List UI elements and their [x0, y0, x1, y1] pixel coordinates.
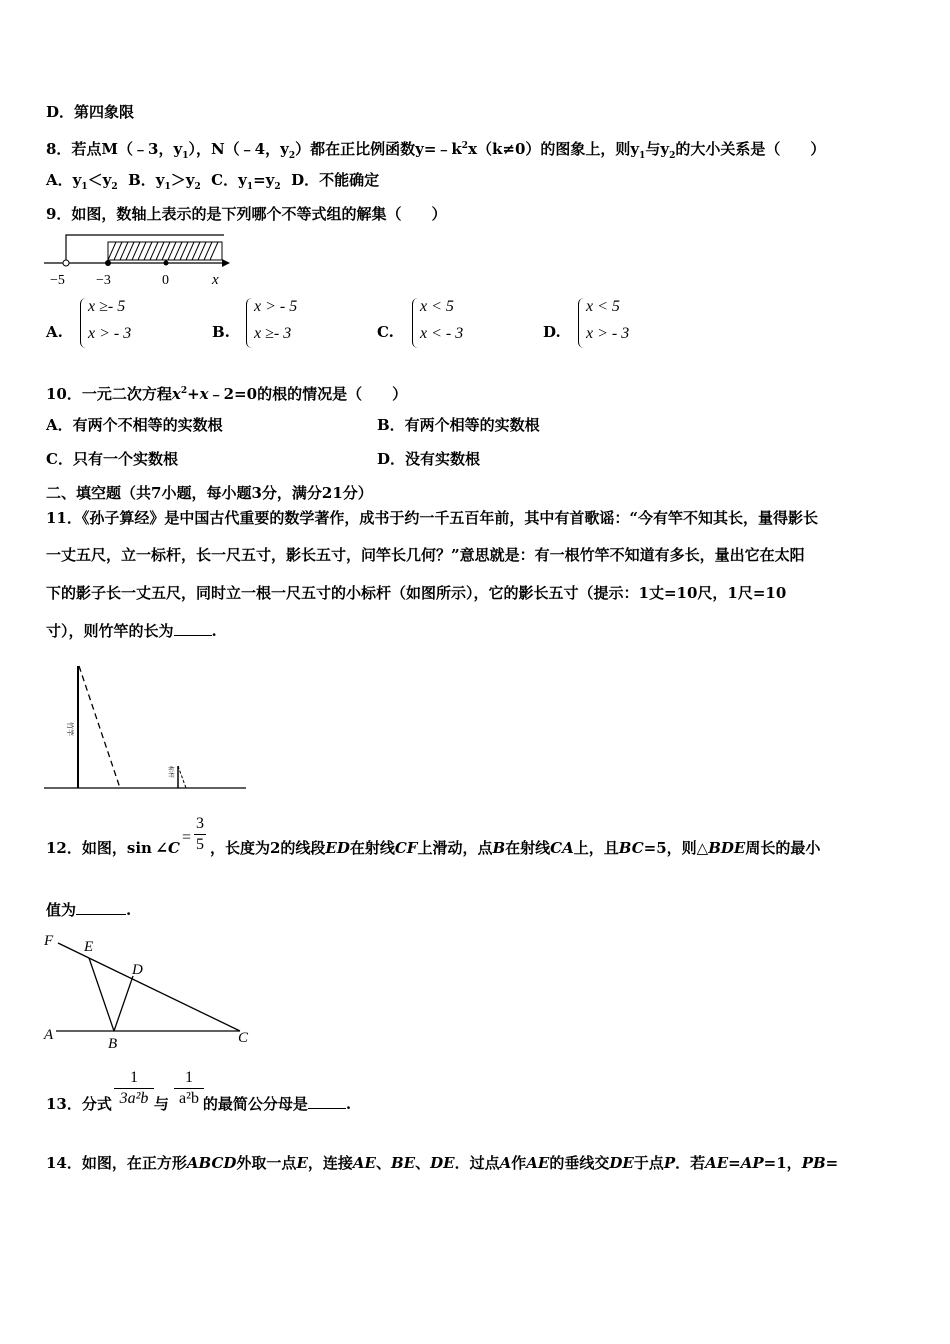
q11-bamboo-shadow-ray	[79, 666, 120, 788]
q12-eq: =	[182, 829, 192, 846]
q14-a: A	[499, 1154, 512, 1172]
q9-option-d-row1: x < 5	[586, 298, 620, 315]
q12-stem-h: 周长的最小	[745, 839, 821, 857]
q8-stem-d: x（k≠0）的图象上，则y	[468, 140, 640, 158]
q11-answer-blank	[174, 621, 212, 636]
q9-option-d-row2: x > - 3	[586, 325, 630, 342]
q9-option-a-brace	[80, 298, 87, 348]
q14-ae2: AE	[526, 1154, 550, 1172]
q9-label-0: 0	[162, 273, 169, 288]
q12-sin-fraction	[182, 815, 206, 854]
q14-abcd: ABCD	[186, 1154, 237, 1172]
q13-frac2-num: 1	[185, 1069, 193, 1086]
q13-stem-a: 13．分式	[46, 1095, 112, 1113]
q12-bde: BDE	[708, 839, 746, 857]
q13-answer-blank	[308, 1094, 346, 1109]
q9-option-c-row2: x < - 3	[420, 325, 464, 342]
q13-fraction-1	[114, 1069, 154, 1108]
q14-sep1: 、	[375, 1154, 391, 1172]
q12-geometry-figure	[42, 930, 262, 1052]
q12-line2-text: 值为	[46, 901, 77, 919]
q12-stem-b: ，长度为2的线段	[209, 839, 326, 857]
q9-option-d-label: D.	[543, 323, 561, 341]
q9-option-d-brace	[578, 298, 585, 348]
q7-option-d-text: D．第四象限	[46, 103, 135, 121]
q14-be: BE	[390, 1154, 416, 1172]
q12-answer-blank	[76, 900, 126, 915]
q14-stem-h: ．若	[675, 1154, 706, 1172]
q14-cond: AE=AP	[705, 1154, 764, 1172]
q14-stem-e: 作	[511, 1154, 527, 1172]
q8-sub1b: 1	[639, 151, 646, 161]
q12-stem	[46, 838, 820, 861]
q9-hatch-lines	[108, 242, 218, 260]
q9-option-b-row2: x ≥- 3	[254, 325, 292, 342]
q9-closed-dot-minus3	[105, 260, 111, 266]
q14-stem-c: ，连接	[307, 1154, 353, 1172]
q13-frac1-num: 1	[130, 1069, 138, 1086]
q14-ae: AE	[352, 1154, 376, 1172]
q12-stem-g: =5，则△	[643, 839, 709, 857]
q12-label-f: F	[44, 933, 54, 949]
q10-x2: x	[199, 385, 209, 403]
q14-stem-a: 14．如图，在正方形	[46, 1154, 187, 1172]
q12-segment-bd	[114, 976, 133, 1031]
q8-opt-b: B．y	[128, 171, 165, 189]
q14-stem	[46, 1153, 838, 1173]
q12-line2-end: .	[126, 901, 132, 919]
q9-stem	[46, 204, 446, 224]
q12-label-c: C	[238, 1030, 249, 1046]
q13-end: .	[345, 1095, 352, 1113]
q13-frac1-bar	[114, 1088, 154, 1089]
q8-opt-c-rel: =y	[253, 171, 275, 189]
q8-opt-d: D．不能确定	[291, 171, 380, 189]
q10-option-c: C．只有一个实数根	[46, 450, 178, 468]
q9-option-c-label: C.	[377, 323, 394, 341]
q10-option-d: D．没有实数根	[377, 450, 481, 468]
q9-option-a-row1: x ≥- 5	[88, 298, 126, 315]
q11-line4	[46, 621, 217, 641]
q7-option-d	[46, 102, 134, 122]
q9-label-minus3: −3	[96, 273, 111, 288]
q12-ed: ED	[325, 839, 350, 857]
q12-den: 5	[196, 836, 204, 853]
q10-stem-a: 10．一元二次方程	[46, 385, 172, 403]
q11-line1: 11．《孙子算经》是中国古代重要的数学著作，成书于约一千五百年前，其中有首歌谣：“今有竿不知其长，量得影长	[46, 509, 819, 527]
q13-frac2-den: a²b	[179, 1090, 199, 1107]
q8-opt-c-sub2: 2	[274, 182, 281, 192]
q8-stem	[46, 136, 825, 166]
q9-option-b-brace	[246, 298, 253, 348]
q9-option-c-row1: x < 5	[420, 298, 454, 315]
q9-option-a-row2: x > - 3	[88, 325, 132, 342]
q8-sub2: 2	[288, 151, 296, 161]
q12-angle: ∠C	[155, 839, 180, 857]
q12-stem-c: 在射线	[349, 839, 395, 857]
q12-num: 3	[196, 815, 204, 832]
q12-line2	[46, 900, 131, 920]
q8-opt-b-sub2: 2	[194, 182, 201, 192]
q13-frac1-den: 3a²b	[119, 1090, 149, 1107]
q12-stem-f: 上，且	[573, 839, 619, 857]
q11-marker-shadow-ray	[178, 766, 186, 788]
q9-number-line-figure	[44, 232, 234, 288]
q12-cf: CF	[394, 839, 418, 857]
q10-option-a: A．有两个不相等的实数根	[46, 416, 223, 434]
q12-stem-e: 在射线	[505, 839, 551, 857]
q8-opt-a-sub2: 2	[111, 182, 118, 192]
q8-sub1: 1	[182, 151, 189, 161]
q12-stem-a: 12．如图，sin	[46, 839, 152, 857]
q8-stem-a: 8．若点M（﹣3，y	[46, 140, 183, 158]
section-2-title: 二、填空题（共7小题，每小题3分，满分21分）	[46, 484, 373, 502]
q11-bamboo-label: 竹竿	[66, 722, 74, 736]
q10-stem-c: ﹣2=0的根的情况是（ ）	[208, 385, 408, 403]
q14-stem-d: ．过点	[454, 1154, 500, 1172]
q14-de2: DE	[609, 1154, 634, 1172]
q12-label-b: B	[108, 1036, 118, 1052]
q14-stem-g: 于点	[633, 1154, 664, 1172]
q9-open-dot-minus5	[63, 260, 69, 266]
q14-pb: PB	[801, 1154, 826, 1172]
q13-frac2-bar	[174, 1088, 204, 1089]
q8-opt-c: C．y	[211, 171, 247, 189]
q10-sup: 2	[180, 386, 188, 396]
q10-x: x	[171, 385, 181, 403]
q8-stem-e: 与y	[645, 140, 670, 158]
q12-label-d: D	[132, 962, 143, 978]
q11-pole-shadow-figure	[44, 662, 248, 792]
q14-stem-f: 的垂线交	[549, 1154, 610, 1172]
q14-stem-i: =1，	[763, 1154, 802, 1172]
q11-line4-text: 寸），则竹竿的长为	[46, 622, 174, 640]
q10-stem	[46, 381, 407, 404]
q8-options	[46, 170, 379, 197]
q8-stem-b: ），N（﹣4，y	[188, 140, 289, 158]
q13-fraction-2	[174, 1069, 204, 1108]
q14-p: P	[663, 1154, 676, 1172]
q9-axis-arrow	[222, 259, 230, 267]
q11-line2: 一丈五尺，立一标杆，长一尺五寸，影长五寸，问竿长几何？”意思就是：有一根竹竿不知道有多长，量出它在太阳	[46, 546, 805, 564]
q12-bc: BC	[618, 839, 644, 857]
q12-label-e: E	[84, 939, 94, 955]
q8-opt-a: A．y	[46, 171, 82, 189]
q8-opt-b-rel: ＞y	[170, 171, 195, 189]
q12-ca: CA	[550, 839, 574, 857]
q11-line3: 下的影子长一丈五尺，同时立一根一尺五寸的小标杆（如图所示），它的影长五寸（提示：1丈=10尺，1尺=10	[46, 584, 787, 602]
q12-ray-cf	[58, 943, 240, 1031]
q9-label-x: x	[212, 272, 219, 288]
q12-frac-bar	[194, 834, 206, 835]
q9-option-a-label: A.	[46, 323, 63, 341]
q11-line4-end: .	[211, 622, 217, 640]
q8-stem-f: 的大小关系是（ ）	[675, 140, 826, 158]
q9-dot-0	[164, 261, 169, 266]
q8-stem-c: ）都在正比例函数y=﹣k	[295, 140, 462, 158]
q9-stem-text: 9．如图，数轴上表示的是下列哪个不等式组的解集（ ）	[46, 205, 447, 223]
q9-option-b-row1: x > - 5	[254, 298, 298, 315]
q9-option-c-brace	[412, 298, 419, 348]
q8-sub2b: 2	[669, 151, 676, 161]
q11-marker-label: 标杆	[167, 766, 174, 779]
q8-opt-b-sub1: 1	[164, 182, 171, 192]
q14-sep2: 、	[415, 1154, 431, 1172]
q8-opt-c-sub1: 1	[246, 182, 254, 192]
q13-stem-b: 的最简公分母是	[202, 1095, 308, 1113]
q9-label-minus5: −5	[50, 273, 65, 288]
q9-option-b-label: B.	[212, 323, 230, 341]
q14-stem-b: 外取一点	[236, 1154, 297, 1172]
q14-stem-j: =	[825, 1154, 839, 1172]
q12-b: B	[492, 839, 506, 857]
q14-de: DE	[430, 1154, 455, 1172]
q8-sup: 2	[461, 141, 469, 151]
q13-mid: 与	[153, 1095, 169, 1113]
q14-e: E	[296, 1154, 308, 1172]
q10-option-b: B．有两个相等的实数根	[377, 416, 540, 434]
q8-opt-a-sub1: 1	[81, 182, 88, 192]
q12-stem-d: 上滑动，点	[417, 839, 493, 857]
q12-label-a: A	[44, 1027, 54, 1043]
q8-opt-a-rel: ＜y	[87, 171, 112, 189]
q10-stem-b: +	[187, 385, 200, 403]
